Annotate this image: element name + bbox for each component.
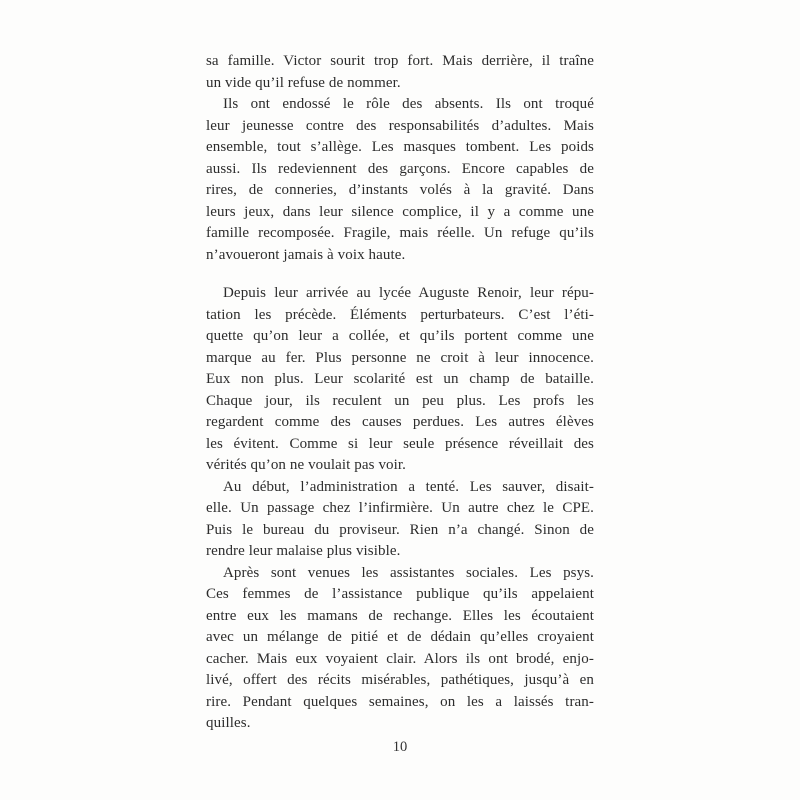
text-line: n’avoueront jamais à voix haute.	[206, 246, 406, 263]
text-line: rendre leur malaise plus visible.	[206, 543, 401, 559]
text-line: famille recomposée. Fragile, mais réelle. Un refuge qu’ils	[206, 225, 594, 241]
text-line: elle. Un passage chez l’infirmière. Un autre chez le CPE.	[206, 500, 594, 516]
text-line: livé, offert des récits misérables, pathétiques, jusqu’à en	[206, 672, 594, 688]
text-line: leurs jeux, dans leur silence complice, il y a comme une	[206, 203, 594, 220]
text-line: tation les précède. Éléments perturbateurs. C’est l’éti-	[206, 306, 594, 323]
text-line: quilles.	[206, 715, 251, 731]
text-line: regardent comme des causes perdues. Les autres élèves	[206, 414, 594, 430]
paragraph	[206, 563, 594, 735]
text-line: sa famille. Victor sourit trop fort. Mais derrière, il traîne	[206, 53, 594, 69]
text-block	[206, 51, 594, 735]
text-line: aussi. Ils redeviennent des garçons. Encore capables de	[206, 160, 594, 177]
text-line: Depuis leur arrivée au lycée Auguste Renoir, leur répu-	[223, 285, 594, 301]
text-line: cacher. Mais eux voyaient clair. Alors ils ont brodé, enjo-	[206, 650, 594, 667]
text-line: les évitent. Comme si leur seule présence réveillait des	[206, 435, 594, 452]
text-line: Puis le bureau du proviseur. Rien n’a changé. Sinon de	[206, 521, 594, 538]
paragraph	[206, 51, 594, 94]
text-line: un vide qu’il refuse de nommer.	[206, 74, 401, 91]
text-line: leur jeunesse contre des responsabilités d’adultes. Mais	[206, 117, 594, 134]
text-line: Eux non plus. Leur scolarité est un champ de bataille.	[206, 371, 594, 387]
text-line: Après sont venues les assistantes sociales. Les psys.	[223, 564, 594, 581]
page-number: 10	[392, 739, 408, 755]
text-line: Chaque jour, ils reculent un peu plus. Les profs les	[206, 392, 594, 409]
paragraph	[206, 283, 594, 477]
text-line: Ces femmes de l’assistance publique qu’ils appelaient	[206, 586, 594, 602]
text-line: marque au fer. Plus personne ne croit à leur innocence.	[206, 349, 594, 366]
text-line: avec un mélange de pitié et de dédain qu’elles croyaient	[206, 629, 594, 645]
text-line: quette qu’on leur a collée, et qu’ils portent comme une	[206, 328, 594, 344]
paragraph	[206, 477, 594, 563]
text-line: Au début, l’administration a tenté. Les sauver, disait-	[223, 478, 594, 495]
text-line: Ils ont endossé le rôle des absents. Ils ont troqué	[223, 96, 594, 112]
text-line: rire. Pendant quelques semaines, on les a laissés tran-	[206, 693, 594, 710]
text-line: entre eux les mamans de rechange. Elles les écoutaient	[206, 607, 594, 624]
text-line: vérités qu’on ne voulait pas voir.	[206, 457, 407, 473]
text-line: ensemble, tout s’allège. Les masques tombent. Les poids	[206, 139, 594, 155]
text-line: rires, de conneries, d’instants volés à la gravité. Dans	[206, 182, 594, 198]
paragraph	[206, 94, 594, 266]
